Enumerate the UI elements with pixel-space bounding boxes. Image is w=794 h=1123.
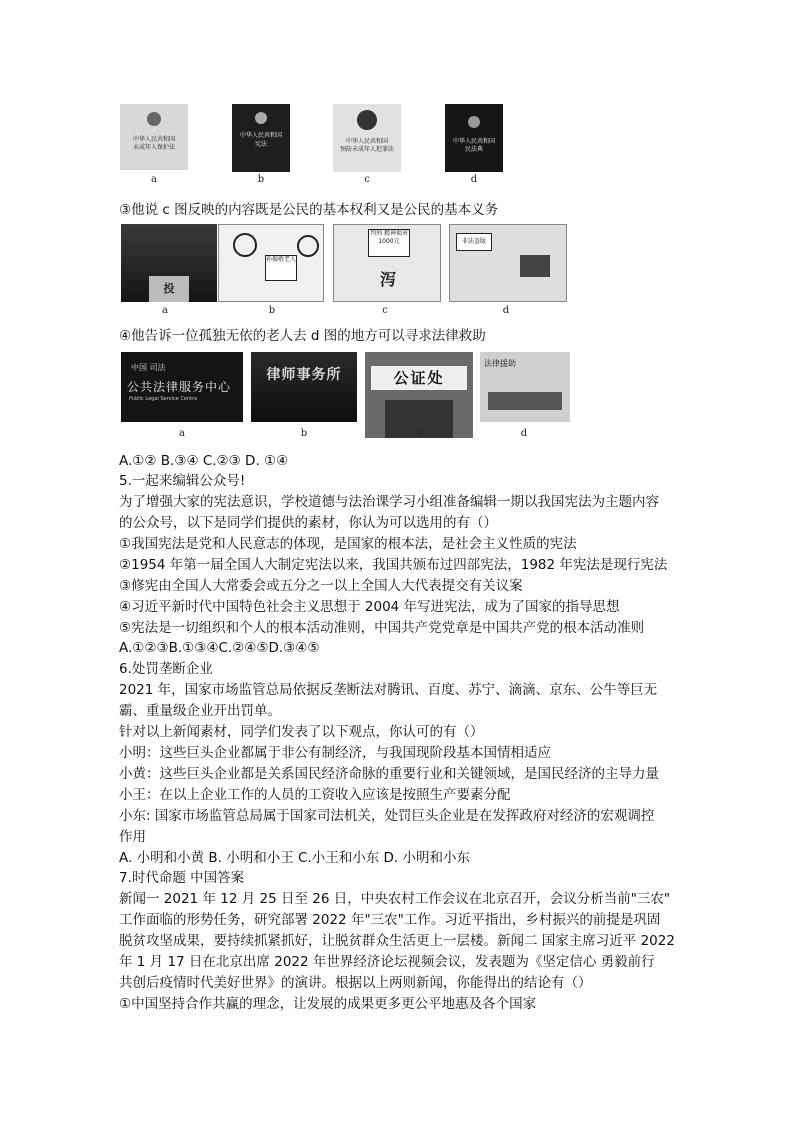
photo-law-book-d: [445, 104, 503, 172]
q7-title: 7.时代命题 中国答案: [119, 870, 245, 886]
photo-notary-office: [365, 352, 473, 438]
photo-law-book-a: [120, 104, 188, 170]
computer-icon: [520, 255, 550, 277]
q7-line-2: 工作面临的形势任务，研究部署 2022 年"三农"工作。习近平指出，乡村振兴的前提是巩固: [119, 912, 661, 928]
q6-stem-line2: 霸、重量级企业开出罚单。: [119, 703, 281, 719]
book-b-line1: 中华人民共和国: [239, 132, 282, 139]
q7-line-4: 年 1 月 17 日在北京出席 2022 年世界经济论坛视频会议，发表题为《坚定信心 勇毅前行: [119, 954, 655, 970]
q7-line-1: 新闻一 2021 年 12 月 25 日至 26 日，中央农村工作会议在北京召开，会议分析当前"三农": [119, 891, 671, 907]
q5-item-1: ①我国宪法是党和人民意志的体现，是国家的根本法，是社会主义性质的宪法: [119, 536, 577, 552]
sign-main-text: 公共法律服务中心: [127, 380, 232, 394]
cartoon-piracy: [449, 224, 567, 302]
national-emblem-icon: [255, 112, 267, 124]
caption-b: b: [268, 305, 276, 316]
photo-law-book-c: [333, 104, 401, 172]
caption-c: c: [382, 305, 388, 316]
q6-item-1: 小明：这些巨头企业都属于非公有制经济，与我国现阶段基本国情相适应: [119, 745, 551, 761]
verdict-board: 判刑 精神损害 1000元: [368, 229, 410, 257]
q7-line-5: 共创后疫情时代美好世界》的演讲。根据以上两则新闻，你能得出的结论有（）: [119, 975, 592, 991]
q6-item-2: 小黄：这些巨头企业都是关系国民经济命脉的重要行业和关键领域，是国民经济的主导力量: [119, 766, 659, 782]
book-c-line1: 中华人民共和国: [345, 138, 388, 145]
q5-item-2: ②1954 年第一届全国人大制定宪法以来，我国共颁布过四部宪法，1982 年宪法是现行宪法: [119, 557, 668, 573]
book-a-line2: 未成年人保护法: [132, 144, 175, 151]
q6-choices: A. 小明和小黄 B. 小明和小王 C.小王和小东 D. 小明和小东: [119, 850, 470, 866]
q7-line-6: ①中国坚持合作共赢的理念，让发展的成果更多更公平地惠及各个国家: [119, 996, 537, 1012]
q6-title: 6.处罚垄断企业: [119, 661, 213, 677]
person-figure: [297, 235, 319, 257]
sign-board: 孙振敬老人: [265, 255, 297, 281]
caption-d: d: [520, 428, 528, 439]
q5-item-3: ③修宪由全国人大常委会或五分之一以上全国人大代表提交有关议案: [119, 578, 523, 594]
caption-b: b: [300, 428, 308, 439]
book-a-line1: 中华人民共和国: [132, 136, 175, 143]
photo-legal-aid: [480, 352, 570, 422]
photo-law-book-b: [232, 104, 290, 172]
piracy-sign: 非法盗版: [456, 233, 492, 251]
q6-item-4: 小东: 国家市场监管总局属于国家司法机关，处罚巨头企业是在发挥政府对经济的宏观调控: [119, 808, 655, 824]
book-d-line2: 民法典: [464, 146, 483, 153]
q5-stem-line1: 为了增强大家的宪法意识，学校道德与法治课学习小组准备编辑一期以我国宪法为主题内容: [119, 494, 659, 510]
photo-law-firm: [251, 352, 357, 422]
q5-item-4: ④习近平新时代中国特色社会主义思想于 2004 年写进宪法，成为了国家的指导思想: [119, 599, 620, 615]
q5-choices: A.①②③B.①③④C.②④⑤D.③④⑤: [119, 640, 320, 656]
caption-a: a: [162, 305, 168, 316]
sign-top-text: 中国 司法: [131, 363, 166, 372]
caption-c: c: [417, 428, 423, 439]
option-4-text: ④他告诉一位孤独无依的老人去 d 图的地方可以寻求法律救助: [119, 328, 486, 344]
ballot-label: 投: [163, 282, 175, 295]
q4-choices: A.①② B.③④ C.②③ D. ①④: [119, 453, 289, 469]
caption-c: c: [364, 174, 370, 185]
cartoon-family: [218, 224, 324, 302]
sign-sub-text: Public Legal Service Centre: [129, 396, 198, 402]
national-emblem-icon: [468, 116, 480, 128]
national-emblem-icon: [147, 112, 161, 126]
q5-item-5: ⑤宪法是一切组织和个人的根本活动准则，中国共产党党章是中国共产党的根本活动准则: [119, 620, 645, 636]
q7-line-3: 脱贫攻坚成果，要持续抓紧抓好，让脱贫群众生活更上一层楼。新闻二 国家主席习近平 2022: [119, 933, 675, 949]
desk: [488, 392, 562, 410]
caption-d: d: [502, 305, 510, 316]
book-d-line1: 中华人民共和国: [452, 138, 495, 145]
q6-stem-line1: 2021 年，国家市场监管总局依据反垄断法对腾讯、百度、苏宁、滴滴、京东、公牛等巨无: [119, 682, 658, 698]
q6-item-4-cont: 作用: [119, 829, 146, 845]
photo-legal-service-center: [121, 352, 243, 422]
q6-stem-line3: 针对以上新闻素材，同学们发表了以下观点，你认可的有（）: [119, 724, 484, 740]
caption-b: b: [257, 174, 265, 185]
national-emblem-icon: [357, 110, 377, 130]
q5-stem-line2: 的公众号，以下是同学们提供的素材，你认为可以选用的有（）: [119, 515, 497, 531]
q5-title: 5.一起来编辑公众号!: [119, 473, 246, 489]
caption-a: a: [179, 428, 185, 439]
q6-item-3: 小王：在以上企业工作的人员的工资收入应该是按照生产要素分配: [119, 787, 511, 803]
book-c-line2: 预防未成年人犯罪法: [339, 146, 394, 153]
caption-d: d: [470, 174, 478, 185]
option-3-text: ③他说 c 图反映的内容既是公民的基本权利又是公民的基本义务: [119, 202, 499, 218]
sign-main-text: 公证处: [371, 366, 467, 390]
book-b-line2: 宪法: [254, 141, 267, 148]
caption-a: a: [151, 174, 157, 185]
sign-main-text: 律师事务所: [266, 367, 342, 383]
photo-voting: [121, 224, 217, 302]
pressure-label: 泻: [379, 270, 396, 289]
cartoon-court: [333, 224, 441, 302]
sign-main-text: 法律援助: [484, 359, 516, 368]
person-figure: [233, 233, 257, 257]
